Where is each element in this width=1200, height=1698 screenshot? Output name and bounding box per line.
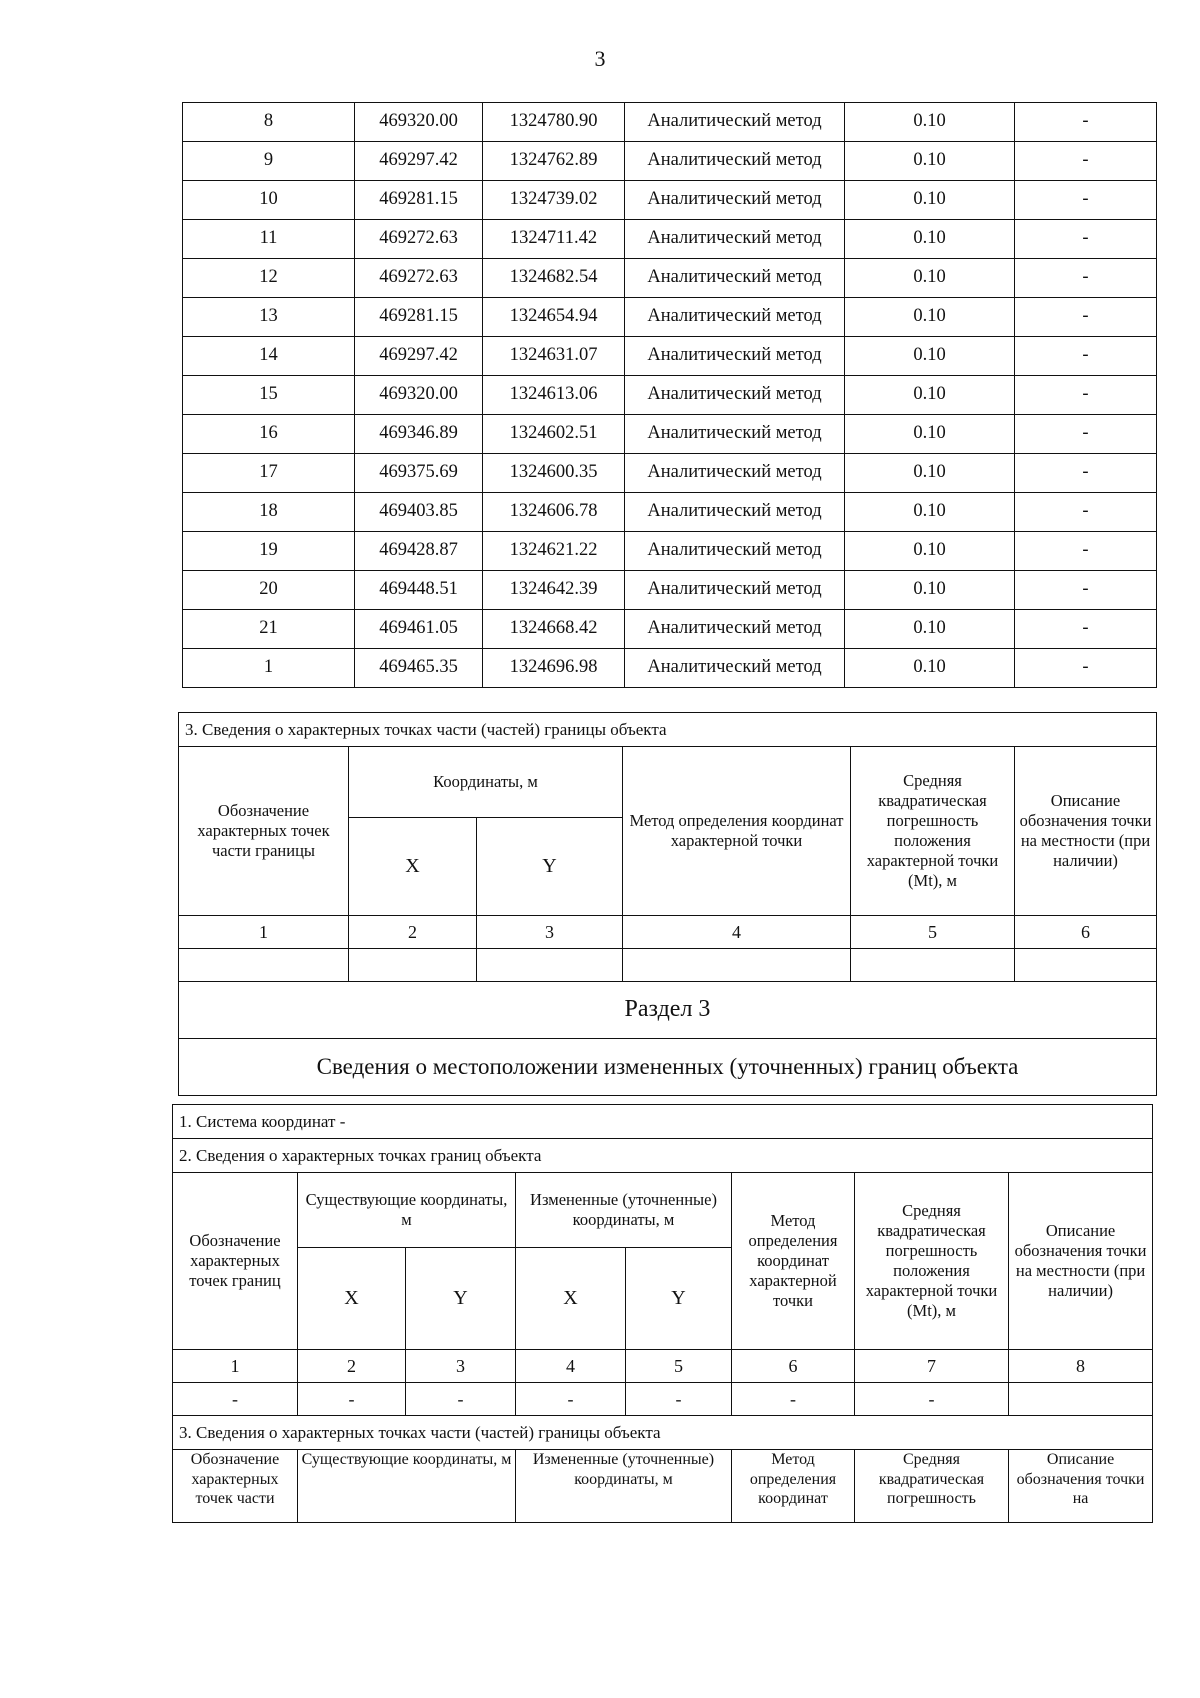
cell-method: Аналитический метод	[625, 532, 845, 571]
cell-method: Аналитический метод	[625, 103, 845, 142]
cell-coord-y: 1324739.02	[483, 181, 625, 220]
table-row	[183, 649, 1157, 688]
column-number-6: 6	[1015, 916, 1157, 949]
s3-dash-cell-3: -	[406, 1383, 516, 1416]
coordinates-table-body	[183, 103, 1157, 688]
cell-point-number: 19	[183, 532, 355, 571]
cell-method: Аналитический метод	[625, 181, 845, 220]
cell-coord-x: 469320.00	[355, 103, 483, 142]
table-row	[183, 571, 1157, 610]
cell-method: Аналитический метод	[625, 142, 845, 181]
cell-coord-x: 469272.63	[355, 220, 483, 259]
coord-system: 1. Система координат -	[173, 1105, 1153, 1139]
column-number-4: 4	[623, 916, 851, 949]
header-x: X	[349, 818, 477, 916]
s3-header-changed: Измененные (уточненные) координаты, м	[516, 1173, 732, 1248]
cell-coord-y: 1324613.06	[483, 376, 625, 415]
cell-coord-y: 1324602.51	[483, 415, 625, 454]
cell-point-number: 17	[183, 454, 355, 493]
table-row	[183, 493, 1157, 532]
cell-coord-x: 469320.00	[355, 376, 483, 415]
cell-mean-error: 0.10	[845, 532, 1015, 571]
s3-dash-cell-1: -	[173, 1383, 298, 1416]
s3-header-changed-x: X	[516, 1248, 626, 1350]
header-error: Средняя квадратическая погрешность положения характерной точки (Mt), м	[851, 747, 1015, 916]
cell-mean-error: 0.10	[845, 181, 1015, 220]
cell-description: -	[1015, 610, 1157, 649]
table-row	[183, 103, 1157, 142]
cell-description: -	[1015, 337, 1157, 376]
cell-coord-x: 469428.87	[355, 532, 483, 571]
cell-description: -	[1015, 649, 1157, 688]
s3-part-existing: Существующие координаты, м	[298, 1450, 516, 1523]
cell-coord-y: 1324642.39	[483, 571, 625, 610]
cell-method: Аналитический метод	[625, 454, 845, 493]
table-row	[183, 337, 1157, 376]
cell-point-number: 9	[183, 142, 355, 181]
table-row	[183, 454, 1157, 493]
table-row	[183, 181, 1157, 220]
cell-coord-y: 1324762.89	[483, 142, 625, 181]
header-designation: Обозначение характерных точек части границы	[179, 747, 349, 916]
cell-mean-error: 0.10	[845, 376, 1015, 415]
s3-column-number-6: 6	[732, 1350, 855, 1383]
table-row	[183, 142, 1157, 181]
cell-description: -	[1015, 142, 1157, 181]
cell-coord-x: 469297.42	[355, 142, 483, 181]
cell-coord-y: 1324711.42	[483, 220, 625, 259]
s3-column-number-8: 8	[1009, 1350, 1153, 1383]
cell-coord-y: 1324696.98	[483, 649, 625, 688]
cell-description: -	[1015, 376, 1157, 415]
s3-part-caption: 3. Сведения о характерных точках части (частей) границы объекта	[173, 1416, 1153, 1450]
s3-part-description: Описание обозначения точки на	[1009, 1450, 1153, 1523]
cell-coord-x: 469403.85	[355, 493, 483, 532]
cell-coord-y: 1324631.07	[483, 337, 625, 376]
s3-header-error: Средняя квадратическая погрешность положения характерной точки (Mt), м	[855, 1173, 1009, 1350]
header-description: Описание обозначения точки на местности (при наличии)	[1015, 747, 1157, 916]
header-coordinates: Координаты, м	[349, 747, 623, 818]
cell-coord-y: 1324606.78	[483, 493, 625, 532]
cell-method: Аналитический метод	[625, 337, 845, 376]
s3-dash-cell-5: -	[626, 1383, 732, 1416]
s3-part-designation: Обозначение характерных точек части	[173, 1450, 298, 1523]
table-row	[183, 415, 1157, 454]
table-row	[183, 259, 1157, 298]
column-number-2: 2	[349, 916, 477, 949]
cell-description: -	[1015, 103, 1157, 142]
cell-coord-x: 469272.63	[355, 259, 483, 298]
part-points-table	[178, 712, 1157, 1096]
cell-point-number: 16	[183, 415, 355, 454]
cell-mean-error: 0.10	[845, 454, 1015, 493]
header-method: Метод определения координат характерной точки	[623, 747, 851, 916]
cell-coord-x: 469281.15	[355, 298, 483, 337]
cell-point-number: 10	[183, 181, 355, 220]
blank-row	[179, 949, 1157, 982]
section-subtitle: Сведения о местоположении измененных (уточненных) границ объекта	[179, 1039, 1157, 1096]
s3-column-number-5: 5	[626, 1350, 732, 1383]
cell-method: Аналитический метод	[625, 571, 845, 610]
cell-mean-error: 0.10	[845, 493, 1015, 532]
s3-column-number-1: 1	[173, 1350, 298, 1383]
cell-point-number: 15	[183, 376, 355, 415]
s3-header-changed-y: Y	[626, 1248, 732, 1350]
cell-coord-x: 469465.35	[355, 649, 483, 688]
cell-coord-y: 1324654.94	[483, 298, 625, 337]
cell-mean-error: 0.10	[845, 220, 1015, 259]
cell-method: Аналитический метод	[625, 493, 845, 532]
s3-dash-cell-4: -	[516, 1383, 626, 1416]
cell-point-number: 20	[183, 571, 355, 610]
s3-header-description: Описание обозначения точки на местности (при наличии)	[1009, 1173, 1153, 1350]
cell-mean-error: 0.10	[845, 103, 1015, 142]
part-points-caption: 3. Сведения о характерных точках части (частей) границы объекта	[179, 713, 1157, 747]
column-number-1: 1	[179, 916, 349, 949]
cell-coord-y: 1324668.42	[483, 610, 625, 649]
s3-column-number-3: 3	[406, 1350, 516, 1383]
cell-description: -	[1015, 454, 1157, 493]
cell-description: -	[1015, 493, 1157, 532]
cell-coord-x: 469375.69	[355, 454, 483, 493]
cell-coord-y: 1324682.54	[483, 259, 625, 298]
s3-dash-cell-2: -	[298, 1383, 406, 1416]
cell-mean-error: 0.10	[845, 259, 1015, 298]
cell-coord-x: 469461.05	[355, 610, 483, 649]
s3-dash-row	[173, 1383, 1153, 1416]
cell-point-number: 8	[183, 103, 355, 142]
table-row	[183, 376, 1157, 415]
cell-description: -	[1015, 181, 1157, 220]
table-row	[183, 610, 1157, 649]
cell-description: -	[1015, 415, 1157, 454]
coordinates-table	[182, 102, 1157, 688]
table-row	[183, 298, 1157, 337]
s3-dash-cell-7: -	[855, 1383, 1009, 1416]
cell-description: -	[1015, 259, 1157, 298]
cell-point-number: 21	[183, 610, 355, 649]
table-row	[183, 532, 1157, 571]
cell-method: Аналитический метод	[625, 649, 845, 688]
cell-mean-error: 0.10	[845, 298, 1015, 337]
s3-column-numbers-row	[173, 1350, 1153, 1383]
cell-mean-error: 0.10	[845, 337, 1015, 376]
column-number-5: 5	[851, 916, 1015, 949]
cell-mean-error: 0.10	[845, 415, 1015, 454]
cell-coord-x: 469297.42	[355, 337, 483, 376]
table-row	[183, 220, 1157, 259]
cell-coord-y: 1324600.35	[483, 454, 625, 493]
cell-point-number: 12	[183, 259, 355, 298]
section-title: Раздел 3	[179, 982, 1157, 1039]
cell-method: Аналитический метод	[625, 298, 845, 337]
s3-column-number-2: 2	[298, 1350, 406, 1383]
s3-header-designation: Обозначение характерных точек границ	[173, 1173, 298, 1350]
cell-method: Аналитический метод	[625, 376, 845, 415]
cell-mean-error: 0.10	[845, 649, 1015, 688]
cell-method: Аналитический метод	[625, 259, 845, 298]
cell-coord-x: 469346.89	[355, 415, 483, 454]
cell-coord-y: 1324621.22	[483, 532, 625, 571]
page-number: 3	[594, 46, 606, 71]
cell-point-number: 1	[183, 649, 355, 688]
s3-column-number-7: 7	[855, 1350, 1009, 1383]
cell-point-number: 11	[183, 220, 355, 259]
cell-coord-x: 469281.15	[355, 181, 483, 220]
cell-description: -	[1015, 571, 1157, 610]
cell-coord-x: 469448.51	[355, 571, 483, 610]
s3-part-method: Метод определения координат	[732, 1450, 855, 1523]
cell-method: Аналитический метод	[625, 610, 845, 649]
s3-column-number-4: 4	[516, 1350, 626, 1383]
cell-method: Аналитический метод	[625, 220, 845, 259]
header-y: Y	[477, 818, 623, 916]
column-numbers-row	[179, 916, 1157, 949]
points-caption: 2. Сведения о характерных точках границ объекта	[173, 1139, 1153, 1173]
s3-header-existing: Существующие координаты, м	[298, 1173, 516, 1248]
cell-description: -	[1015, 298, 1157, 337]
s3-dash-cell-8	[1009, 1383, 1153, 1416]
cell-description: -	[1015, 532, 1157, 571]
cell-mean-error: 0.10	[845, 571, 1015, 610]
column-number-3: 3	[477, 916, 623, 949]
cell-coord-y: 1324780.90	[483, 103, 625, 142]
s3-part-error: Средняя квадратическая погрешность	[855, 1450, 1009, 1523]
cell-mean-error: 0.10	[845, 142, 1015, 181]
cell-point-number: 14	[183, 337, 355, 376]
cell-point-number: 13	[183, 298, 355, 337]
s3-part-changed: Измененные (уточненные) координаты, м	[516, 1450, 732, 1523]
s3-header-method: Метод определения координат характерной точки	[732, 1173, 855, 1350]
cell-point-number: 18	[183, 493, 355, 532]
s3-header-existing-y: Y	[406, 1248, 516, 1350]
changed-boundaries-table	[172, 1104, 1153, 1523]
cell-mean-error: 0.10	[845, 610, 1015, 649]
cell-description: -	[1015, 220, 1157, 259]
s3-dash-cell-6: -	[732, 1383, 855, 1416]
cell-method: Аналитический метод	[625, 415, 845, 454]
s3-header-existing-x: X	[298, 1248, 406, 1350]
